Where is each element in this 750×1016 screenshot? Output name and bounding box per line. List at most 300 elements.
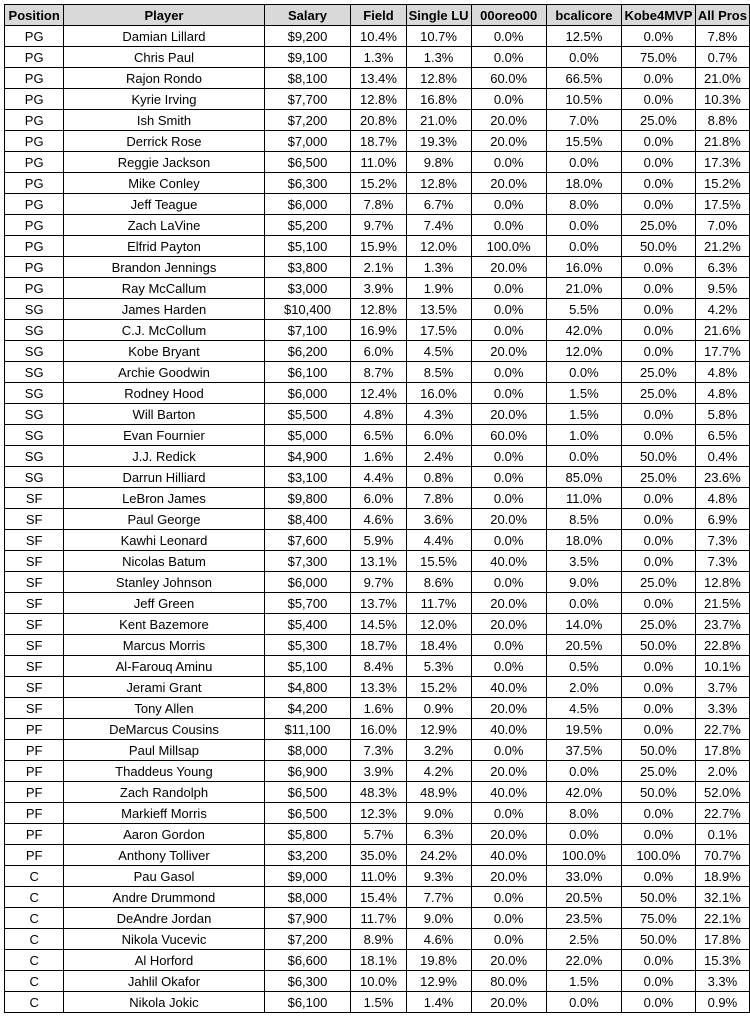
table-row (5, 68, 750, 89)
cell-all-pros: 6.9% (695, 509, 749, 530)
cell-00oreo00: 0.0% (471, 656, 546, 677)
cell-salary: $5,500 (264, 404, 351, 425)
cell-00oreo00: 0.0% (471, 740, 546, 761)
cell-00oreo00: 100.0% (471, 236, 546, 257)
cell-player: Markieff Morris (64, 803, 264, 824)
cell-all-pros: 21.2% (695, 236, 749, 257)
cell-single-lu: 4.2% (406, 761, 471, 782)
cell-all-pros: 0.1% (695, 824, 749, 845)
cell-bcalicore: 100.0% (546, 845, 621, 866)
cell-kobe4mvp: 25.0% (622, 362, 696, 383)
cell-00oreo00: 0.0% (471, 908, 546, 929)
cell-bcalicore: 0.0% (546, 593, 621, 614)
cell-salary: $5,400 (264, 614, 351, 635)
cell-player: LeBron James (64, 488, 264, 509)
cell-position: SF (5, 698, 64, 719)
cell-salary: $6,300 (264, 971, 351, 992)
cell-salary: $4,800 (264, 677, 351, 698)
cell-single-lu: 12.0% (406, 236, 471, 257)
cell-kobe4mvp: 0.0% (622, 593, 696, 614)
cell-bcalicore: 14.0% (546, 614, 621, 635)
cell-salary: $4,200 (264, 698, 351, 719)
cell-kobe4mvp: 50.0% (622, 929, 696, 950)
cell-all-pros: 10.3% (695, 89, 749, 110)
table-row (5, 887, 750, 908)
cell-bcalicore: 21.0% (546, 278, 621, 299)
cell-kobe4mvp: 50.0% (622, 782, 696, 803)
cell-field: 7.3% (351, 740, 406, 761)
cell-player: Kobe Bryant (64, 341, 264, 362)
cell-field: 16.9% (351, 320, 406, 341)
cell-kobe4mvp: 0.0% (622, 866, 696, 887)
cell-00oreo00: 0.0% (471, 299, 546, 320)
cell-salary: $6,900 (264, 761, 351, 782)
cell-single-lu: 12.0% (406, 614, 471, 635)
cell-00oreo00: 0.0% (471, 320, 546, 341)
cell-bcalicore: 8.0% (546, 803, 621, 824)
cell-salary: $6,200 (264, 341, 351, 362)
cell-player: Anthony Tolliver (64, 845, 264, 866)
cell-single-lu: 48.9% (406, 782, 471, 803)
cell-field: 6.0% (351, 488, 406, 509)
cell-field: 12.8% (351, 299, 406, 320)
cell-salary: $10,400 (264, 299, 351, 320)
cell-all-pros: 8.8% (695, 110, 749, 131)
cell-salary: $7,200 (264, 929, 351, 950)
cell-position: C (5, 866, 64, 887)
table-row (5, 383, 750, 404)
cell-position: SF (5, 509, 64, 530)
cell-field: 15.9% (351, 236, 406, 257)
cell-single-lu: 7.7% (406, 887, 471, 908)
cell-all-pros: 17.3% (695, 152, 749, 173)
cell-00oreo00: 20.0% (471, 614, 546, 635)
table-row (5, 698, 750, 719)
cell-bcalicore: 2.5% (546, 929, 621, 950)
cell-bcalicore: 16.0% (546, 257, 621, 278)
cell-kobe4mvp: 0.0% (622, 803, 696, 824)
cell-position: SG (5, 320, 64, 341)
cell-all-pros: 18.9% (695, 866, 749, 887)
cell-all-pros: 21.0% (695, 68, 749, 89)
cell-00oreo00: 20.0% (471, 992, 546, 1013)
cell-player: C.J. McCollum (64, 320, 264, 341)
cell-player: Nicolas Batum (64, 551, 264, 572)
cell-player: Brandon Jennings (64, 257, 264, 278)
cell-00oreo00: 0.0% (471, 530, 546, 551)
cell-single-lu: 1.4% (406, 992, 471, 1013)
cell-position: PG (5, 26, 64, 47)
cell-all-pros: 7.3% (695, 551, 749, 572)
cell-bcalicore: 0.0% (546, 446, 621, 467)
cell-bcalicore: 2.0% (546, 677, 621, 698)
cell-field: 6.0% (351, 341, 406, 362)
table-row (5, 467, 750, 488)
cell-salary: $6,500 (264, 152, 351, 173)
cell-00oreo00: 0.0% (471, 215, 546, 236)
cell-player: Ish Smith (64, 110, 264, 131)
cell-all-pros: 9.5% (695, 278, 749, 299)
table-row (5, 593, 750, 614)
table-row (5, 341, 750, 362)
table-row (5, 47, 750, 68)
cell-kobe4mvp: 25.0% (622, 383, 696, 404)
cell-single-lu: 4.3% (406, 404, 471, 425)
table-row (5, 929, 750, 950)
cell-salary: $9,000 (264, 866, 351, 887)
cell-00oreo00: 0.0% (471, 488, 546, 509)
cell-player: Zach Randolph (64, 782, 264, 803)
cell-field: 1.5% (351, 992, 406, 1013)
cell-position: C (5, 887, 64, 908)
cell-single-lu: 11.7% (406, 593, 471, 614)
cell-field: 14.5% (351, 614, 406, 635)
table-row (5, 257, 750, 278)
cell-00oreo00: 0.0% (471, 803, 546, 824)
cell-salary: $7,700 (264, 89, 351, 110)
cell-salary: $5,700 (264, 593, 351, 614)
cell-field: 5.9% (351, 530, 406, 551)
cell-player: Elfrid Payton (64, 236, 264, 257)
cell-bcalicore: 0.0% (546, 152, 621, 173)
cell-field: 11.0% (351, 152, 406, 173)
cell-position: PF (5, 803, 64, 824)
cell-single-lu: 12.9% (406, 719, 471, 740)
cell-kobe4mvp: 25.0% (622, 110, 696, 131)
cell-player: Zach LaVine (64, 215, 264, 236)
cell-00oreo00: 40.0% (471, 845, 546, 866)
cell-salary: $8,000 (264, 740, 351, 761)
cell-position: PG (5, 278, 64, 299)
cell-all-pros: 12.8% (695, 572, 749, 593)
cell-bcalicore: 19.5% (546, 719, 621, 740)
cell-kobe4mvp: 25.0% (622, 215, 696, 236)
cell-field: 35.0% (351, 845, 406, 866)
cell-single-lu: 4.6% (406, 929, 471, 950)
cell-field: 15.2% (351, 173, 406, 194)
cell-bcalicore: 23.5% (546, 908, 621, 929)
cell-position: C (5, 971, 64, 992)
cell-all-pros: 22.1% (695, 908, 749, 929)
cell-all-pros: 6.3% (695, 257, 749, 278)
cell-salary: $8,400 (264, 509, 351, 530)
cell-position: SG (5, 299, 64, 320)
cell-position: SG (5, 404, 64, 425)
cell-position: PG (5, 236, 64, 257)
cell-player: Jerami Grant (64, 677, 264, 698)
cell-all-pros: 17.8% (695, 740, 749, 761)
cell-all-pros: 52.0% (695, 782, 749, 803)
table-row (5, 740, 750, 761)
cell-salary: $5,800 (264, 824, 351, 845)
cell-position: SF (5, 656, 64, 677)
table-row (5, 236, 750, 257)
cell-single-lu: 1.9% (406, 278, 471, 299)
cell-field: 18.1% (351, 950, 406, 971)
cell-bcalicore: 42.0% (546, 320, 621, 341)
cell-position: PG (5, 110, 64, 131)
table-row (5, 551, 750, 572)
cell-position: SF (5, 530, 64, 551)
cell-single-lu: 24.2% (406, 845, 471, 866)
cell-player: Paul George (64, 509, 264, 530)
table-row (5, 194, 750, 215)
cell-field: 10.0% (351, 971, 406, 992)
cell-single-lu: 1.3% (406, 47, 471, 68)
cell-position: SG (5, 446, 64, 467)
cell-field: 1.3% (351, 47, 406, 68)
table-row (5, 656, 750, 677)
cell-player: Rajon Rondo (64, 68, 264, 89)
column-header-all-pros: All Pros (695, 5, 749, 26)
cell-00oreo00: 0.0% (471, 635, 546, 656)
cell-salary: $7,300 (264, 551, 351, 572)
cell-kobe4mvp: 25.0% (622, 467, 696, 488)
cell-field: 12.8% (351, 89, 406, 110)
cell-00oreo00: 20.0% (471, 257, 546, 278)
table-row (5, 803, 750, 824)
table-row (5, 782, 750, 803)
cell-00oreo00: 20.0% (471, 866, 546, 887)
cell-salary: $3,200 (264, 845, 351, 866)
cell-bcalicore: 4.5% (546, 698, 621, 719)
cell-salary: $7,200 (264, 110, 351, 131)
ownership-table (4, 4, 750, 1013)
cell-all-pros: 7.0% (695, 215, 749, 236)
cell-field: 4.8% (351, 404, 406, 425)
table-row (5, 488, 750, 509)
cell-bcalicore: 9.0% (546, 572, 621, 593)
table-row (5, 404, 750, 425)
cell-kobe4mvp: 0.0% (622, 26, 696, 47)
cell-all-pros: 17.8% (695, 929, 749, 950)
cell-single-lu: 16.0% (406, 383, 471, 404)
cell-kobe4mvp: 50.0% (622, 446, 696, 467)
cell-field: 10.4% (351, 26, 406, 47)
cell-kobe4mvp: 0.0% (622, 719, 696, 740)
cell-kobe4mvp: 0.0% (622, 278, 696, 299)
cell-position: SG (5, 467, 64, 488)
cell-single-lu: 9.0% (406, 908, 471, 929)
cell-kobe4mvp: 0.0% (622, 950, 696, 971)
cell-field: 1.6% (351, 446, 406, 467)
cell-salary: $5,200 (264, 215, 351, 236)
cell-all-pros: 15.3% (695, 950, 749, 971)
cell-single-lu: 8.6% (406, 572, 471, 593)
cell-kobe4mvp: 0.0% (622, 89, 696, 110)
cell-bcalicore: 1.0% (546, 425, 621, 446)
cell-single-lu: 9.3% (406, 866, 471, 887)
cell-position: SG (5, 341, 64, 362)
cell-position: PG (5, 131, 64, 152)
cell-00oreo00: 0.0% (471, 278, 546, 299)
cell-00oreo00: 0.0% (471, 467, 546, 488)
cell-single-lu: 9.0% (406, 803, 471, 824)
cell-salary: $7,000 (264, 131, 351, 152)
cell-bcalicore: 7.0% (546, 110, 621, 131)
cell-single-lu: 21.0% (406, 110, 471, 131)
cell-00oreo00: 40.0% (471, 677, 546, 698)
cell-all-pros: 0.4% (695, 446, 749, 467)
cell-position: SF (5, 593, 64, 614)
cell-kobe4mvp: 25.0% (622, 614, 696, 635)
cell-00oreo00: 0.0% (471, 446, 546, 467)
cell-all-pros: 3.7% (695, 677, 749, 698)
cell-all-pros: 3.3% (695, 971, 749, 992)
cell-salary: $5,000 (264, 425, 351, 446)
cell-00oreo00: 20.0% (471, 509, 546, 530)
cell-player: Damian Lillard (64, 26, 264, 47)
cell-kobe4mvp: 0.0% (622, 509, 696, 530)
cell-00oreo00: 0.0% (471, 572, 546, 593)
cell-position: SF (5, 677, 64, 698)
cell-all-pros: 0.7% (695, 47, 749, 68)
cell-field: 13.7% (351, 593, 406, 614)
cell-player: Al Horford (64, 950, 264, 971)
cell-kobe4mvp: 0.0% (622, 257, 696, 278)
cell-field: 15.4% (351, 887, 406, 908)
cell-kobe4mvp: 0.0% (622, 992, 696, 1013)
column-header-field: Field (351, 5, 406, 26)
cell-field: 11.0% (351, 866, 406, 887)
cell-bcalicore: 0.0% (546, 992, 621, 1013)
cell-kobe4mvp: 0.0% (622, 656, 696, 677)
cell-salary: $4,900 (264, 446, 351, 467)
cell-player: Jahlil Okafor (64, 971, 264, 992)
cell-00oreo00: 40.0% (471, 782, 546, 803)
cell-salary: $6,100 (264, 992, 351, 1013)
cell-kobe4mvp: 75.0% (622, 908, 696, 929)
cell-bcalicore: 22.0% (546, 950, 621, 971)
cell-all-pros: 10.1% (695, 656, 749, 677)
cell-00oreo00: 0.0% (471, 383, 546, 404)
cell-single-lu: 9.8% (406, 152, 471, 173)
cell-single-lu: 6.7% (406, 194, 471, 215)
cell-player: Al-Farouq Aminu (64, 656, 264, 677)
cell-kobe4mvp: 50.0% (622, 887, 696, 908)
cell-00oreo00: 20.0% (471, 173, 546, 194)
cell-player: Kawhi Leonard (64, 530, 264, 551)
cell-all-pros: 21.8% (695, 131, 749, 152)
cell-kobe4mvp: 0.0% (622, 152, 696, 173)
cell-single-lu: 15.2% (406, 677, 471, 698)
cell-bcalicore: 0.0% (546, 215, 621, 236)
cell-all-pros: 0.9% (695, 992, 749, 1013)
cell-single-lu: 2.4% (406, 446, 471, 467)
cell-kobe4mvp: 0.0% (622, 173, 696, 194)
column-header-kobe4mvp: Kobe4MVP (622, 5, 696, 26)
cell-salary: $5,100 (264, 236, 351, 257)
table-row (5, 572, 750, 593)
cell-field: 13.3% (351, 677, 406, 698)
cell-salary: $8,000 (264, 887, 351, 908)
cell-single-lu: 12.8% (406, 68, 471, 89)
table-row (5, 971, 750, 992)
cell-player: Nikola Jokic (64, 992, 264, 1013)
table-row (5, 278, 750, 299)
cell-field: 18.7% (351, 131, 406, 152)
cell-field: 1.6% (351, 698, 406, 719)
table-row (5, 26, 750, 47)
cell-00oreo00: 0.0% (471, 929, 546, 950)
table-row (5, 152, 750, 173)
cell-kobe4mvp: 0.0% (622, 530, 696, 551)
table-row (5, 89, 750, 110)
cell-single-lu: 16.8% (406, 89, 471, 110)
cell-salary: $6,000 (264, 572, 351, 593)
cell-salary: $9,800 (264, 488, 351, 509)
cell-single-lu: 18.4% (406, 635, 471, 656)
cell-field: 18.7% (351, 635, 406, 656)
cell-bcalicore: 1.5% (546, 383, 621, 404)
cell-single-lu: 10.7% (406, 26, 471, 47)
cell-all-pros: 5.8% (695, 404, 749, 425)
column-header-player: Player (64, 5, 264, 26)
cell-bcalicore: 0.0% (546, 236, 621, 257)
cell-position: PF (5, 845, 64, 866)
table-row (5, 761, 750, 782)
cell-position: SF (5, 635, 64, 656)
cell-player: Nikola Vucevic (64, 929, 264, 950)
table-row (5, 446, 750, 467)
cell-kobe4mvp: 0.0% (622, 194, 696, 215)
cell-position: PF (5, 719, 64, 740)
cell-field: 7.8% (351, 194, 406, 215)
cell-single-lu: 0.8% (406, 467, 471, 488)
cell-salary: $6,500 (264, 782, 351, 803)
cell-player: Thaddeus Young (64, 761, 264, 782)
cell-kobe4mvp: 0.0% (622, 299, 696, 320)
cell-00oreo00: 0.0% (471, 47, 546, 68)
cell-position: PF (5, 761, 64, 782)
cell-single-lu: 7.8% (406, 488, 471, 509)
cell-field: 20.8% (351, 110, 406, 131)
cell-00oreo00: 20.0% (471, 824, 546, 845)
cell-position: PG (5, 68, 64, 89)
cell-position: SF (5, 551, 64, 572)
cell-single-lu: 13.5% (406, 299, 471, 320)
table-row (5, 677, 750, 698)
cell-salary: $11,100 (264, 719, 351, 740)
cell-player: J.J. Redick (64, 446, 264, 467)
cell-player: Marcus Morris (64, 635, 264, 656)
table-row (5, 425, 750, 446)
cell-kobe4mvp: 0.0% (622, 404, 696, 425)
cell-kobe4mvp: 0.0% (622, 320, 696, 341)
cell-player: DeAndre Jordan (64, 908, 264, 929)
cell-bcalicore: 12.0% (546, 341, 621, 362)
cell-position: PG (5, 152, 64, 173)
table-body (5, 26, 750, 1013)
table-row (5, 173, 750, 194)
cell-player: Andre Drummond (64, 887, 264, 908)
cell-field: 2.1% (351, 257, 406, 278)
cell-all-pros: 4.2% (695, 299, 749, 320)
cell-kobe4mvp: 0.0% (622, 425, 696, 446)
cell-kobe4mvp: 50.0% (622, 740, 696, 761)
cell-kobe4mvp: 0.0% (622, 698, 696, 719)
cell-kobe4mvp: 0.0% (622, 68, 696, 89)
cell-bcalicore: 10.5% (546, 89, 621, 110)
cell-bcalicore: 1.5% (546, 404, 621, 425)
cell-salary: $6,000 (264, 194, 351, 215)
cell-player: Rodney Hood (64, 383, 264, 404)
cell-position: PG (5, 257, 64, 278)
cell-bcalicore: 1.5% (546, 971, 621, 992)
cell-bcalicore: 42.0% (546, 782, 621, 803)
cell-salary: $7,100 (264, 320, 351, 341)
table-header (5, 5, 750, 26)
